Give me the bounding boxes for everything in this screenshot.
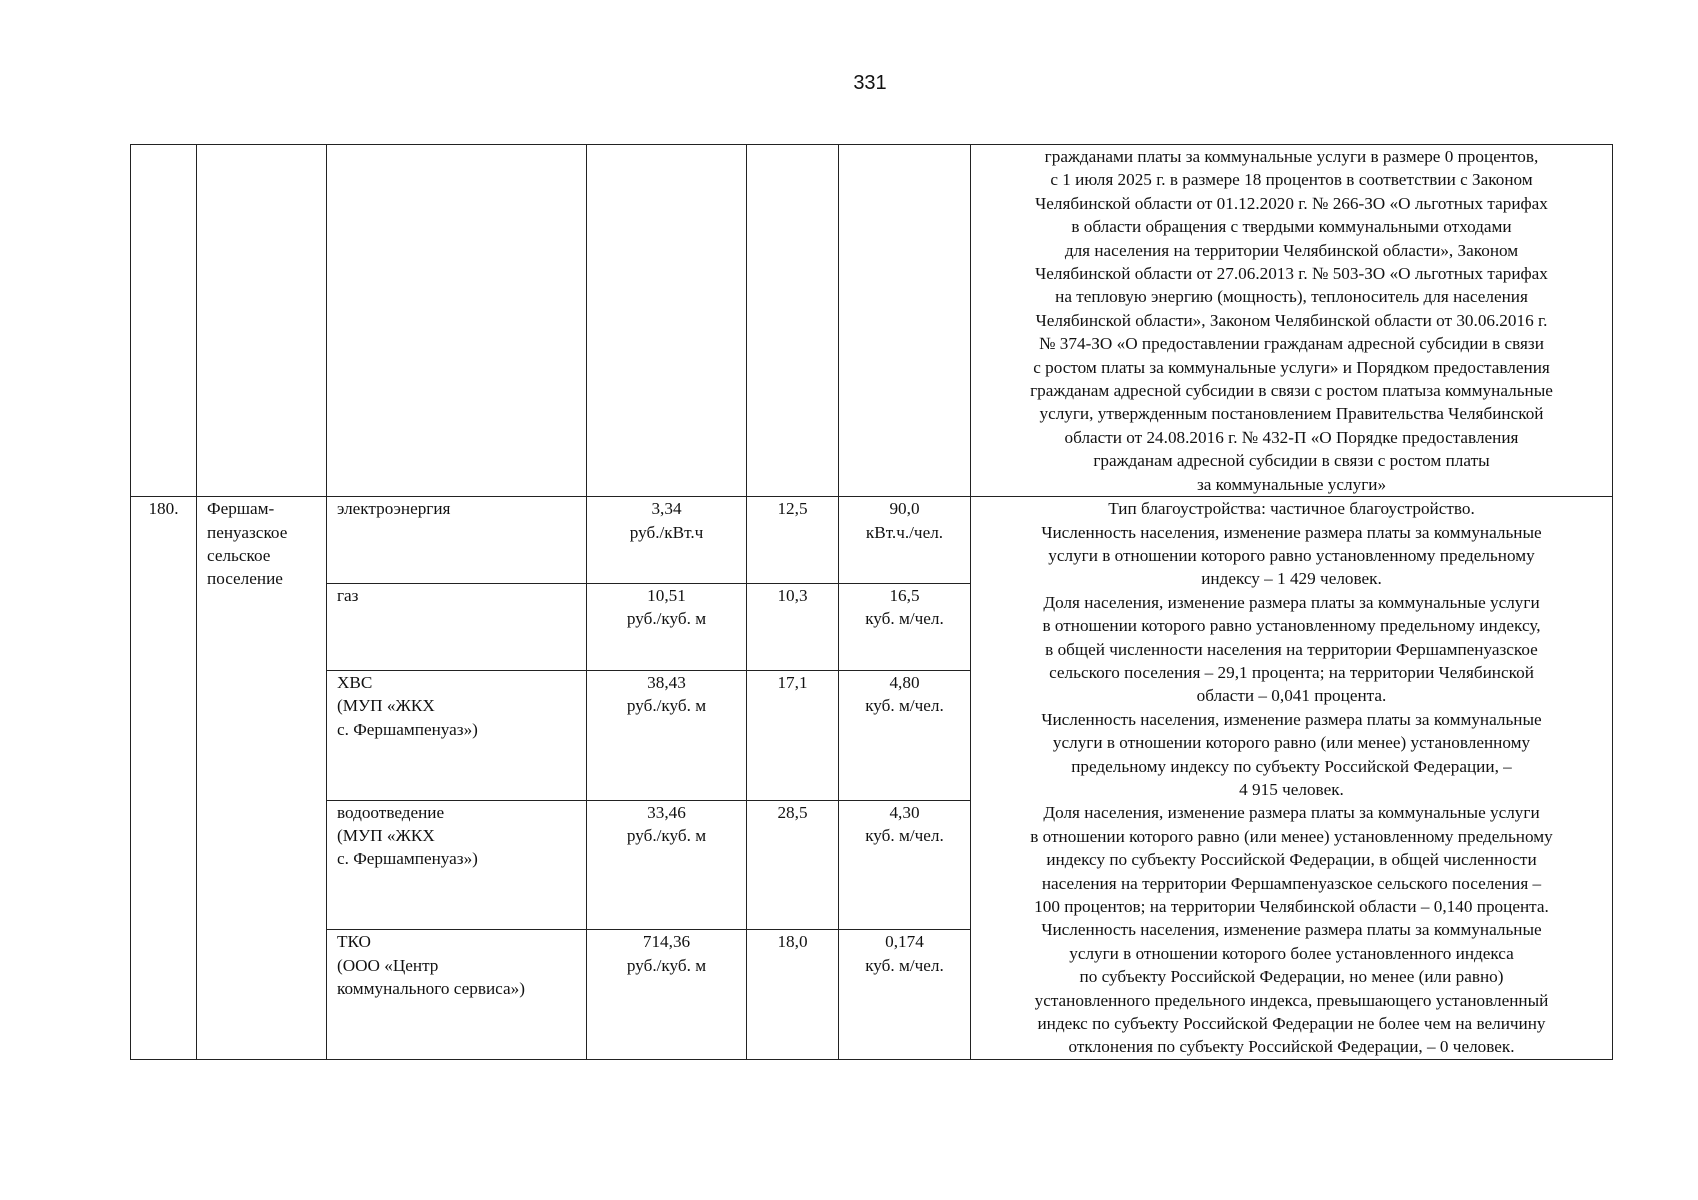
description-line: Численность населения, изменение размера платы за коммунальные [1041,920,1542,940]
service-name-line: (ООО «Центр [337,955,439,975]
service-name [327,800,587,930]
description-line: Доля населения, изменение размера платы за коммунальные услуги [1043,592,1540,612]
service-percent [747,800,839,930]
description-line: предельному индексу по субъекту Российской Федерации, – [1071,756,1512,776]
service-name-line: коммунального сервиса») [337,979,525,999]
description-line: для населения на территории Челябинской области», Законом [1064,240,1519,260]
service-percent [747,671,839,801]
service-tariff [587,930,747,1060]
municipality-line: пенуазское [207,522,288,542]
service-tariff [587,584,747,671]
cell-empty [131,145,197,497]
service-norm [839,497,971,584]
norm-line: куб. м/чел. [865,696,944,716]
tariff-line: 10,51 [647,586,686,606]
description-line: гражданам адресной субсидии в связи с ростом платы [1093,451,1490,471]
description-line: гражданами платы за коммунальные услуги в размере 0 процентов, [1044,147,1539,166]
service-norm [839,671,971,801]
municipality-line: поселение [207,569,283,589]
tariff-line: руб./куб. м [626,609,707,629]
description-line: по субъекту Российской Федерации, но менее (или равно) [1079,967,1504,987]
page-number: 331 [853,72,887,94]
percent-value: 12,5 [777,499,808,519]
description-line: услуги, утвержденным постановлением Правительства Челябинской [1039,404,1544,424]
service-name-line: ХВС [337,673,373,693]
description-line: гражданам адресной субсидии в связи с ростом платыза коммунальные [1030,381,1553,401]
service-tariff [587,671,747,801]
description-line: Тип благоустройства: частичное благоустройство. [1108,499,1475,519]
norm-line: 0,174 [885,932,924,952]
service-percent [747,497,839,584]
tariff-line: 3,34 [651,499,682,519]
description-line: в отношении которого равно установленному предельному индексу, [1042,616,1541,636]
service-percent [747,930,839,1060]
service-name [327,930,587,1060]
description-line: населения на территории Фершампенуазское сельского поселения – [1041,873,1542,893]
cell-empty [587,145,747,497]
service-tariff [587,497,747,584]
percent-value: 18,0 [777,932,808,952]
service-name-line: с. Фершампенуаз») [337,719,478,739]
row-number-text: 180. [148,499,179,519]
description-line: отклонения по субъекту Российской Федерации, – 0 человек. [1068,1037,1515,1057]
cell-empty [747,145,839,497]
description-line: индекс по субъекту Российской Федерации не более чем на величину [1037,1014,1546,1034]
description-line: № 374-ЗО «О предоставлении гражданам адресной субсидии в связи [1039,334,1544,354]
service-name [327,497,587,584]
service-row [131,497,1613,584]
description-line: за коммунальные услуги» [1196,474,1387,494]
tariff-line: руб./куб. м [626,826,707,846]
norm-line: 16,5 [889,586,920,606]
description-line: услуги в отношении которого более установленного индекса [1069,943,1514,963]
norm-line: куб. м/чел. [865,955,944,975]
tariff-line: 714,36 [642,932,691,952]
description-line: в области обращения с твердыми коммунальными отходами [1071,217,1512,237]
norm-line: кВт.ч./чел. [865,522,944,542]
service-name-line: с. Фершампенуаз») [337,849,478,869]
service-percent [747,584,839,671]
description-line: в общей численности населения на территории Фершампенуазское [1045,639,1538,659]
description-line: Челябинской области от 01.12.2020 г. № 266-ЗО «О льготных тарифах [1035,193,1548,213]
row-description [971,497,1613,1060]
description-line: услуги в отношении которого равно установленному предельному [1048,545,1535,565]
service-name-line: ТКО [337,932,371,952]
tariff-line: руб./куб. м [626,955,707,975]
tariff-table [130,144,1613,1060]
tariff-line: руб./куб. м [626,696,707,716]
service-norm [839,800,971,930]
norm-line: 4,80 [889,673,920,693]
norm-line: 4,30 [889,802,920,822]
description-line: услуги в отношении которого равно (или менее) установленному [1052,733,1531,753]
service-name-line: газ [337,586,359,606]
table-row-previous [131,145,1613,497]
service-name [327,584,587,671]
description-line: Доля населения, изменение размера платы за коммунальные услуги [1043,803,1540,823]
description-line: 100 процентов; на территории Челябинской области – 0,140 процента. [1034,897,1549,916]
service-name-line: (МУП «ЖКХ [337,826,435,846]
row-number [131,497,197,1060]
description-line: Численность населения, изменение размера платы за коммунальные [1041,709,1542,729]
percent-value: 10,3 [777,586,808,606]
cell-empty [839,145,971,497]
service-norm [839,930,971,1060]
service-norm [839,584,971,671]
norm-line: куб. м/чел. [865,609,944,629]
norm-line: куб. м/чел. [865,826,944,846]
description-line: сельского поселения – 29,1 процента; на территории Челябинской [1049,662,1534,682]
service-name [327,671,587,801]
norm-line: 90,0 [889,499,920,519]
table-body [131,145,1613,1060]
description-line: с ростом платы за коммунальные услуги» и Порядком предоставления [1033,357,1550,377]
description-line: Численность населения, изменение размера платы за коммунальные [1041,522,1542,542]
municipality-name [197,497,327,1060]
cell-empty [197,145,327,497]
description-line: Челябинской области», Законом Челябинской области от 30.06.2016 г. [1035,310,1548,330]
description-line: в отношении которого равно (или менее) установленному предельному [1030,826,1553,846]
tariff-line: 33,46 [647,802,686,822]
service-tariff [587,800,747,930]
description-line: индексу по субъекту Российской Федерации, в общей численности [1046,850,1537,870]
description-line: области – 0,041 процента. [1196,686,1387,706]
cell-empty [327,145,587,497]
previous-row-description [971,145,1613,497]
municipality-line: Фершам- [207,499,275,519]
service-name-line: электроэнергия [337,499,451,519]
service-name-line: (МУП «ЖКХ [337,696,435,716]
percent-value: 17,1 [777,673,808,693]
tariff-line: 38,43 [647,673,686,693]
description-line: Челябинской области от 27.06.2013 г. № 503-ЗО «О льготных тарифах [1035,264,1548,284]
description-line: области от 24.08.2016 г. № 432-П «О Порядке предоставления [1064,427,1519,447]
municipality-line: сельское [207,545,271,565]
description-line: с 1 июля 2025 г. в размере 18 процентов в соответствии с Законом [1050,170,1533,190]
description-line: 4 915 человек. [1239,779,1344,799]
tariff-line: руб./кВт.ч [629,522,704,542]
service-name-line: водоотведение [337,802,445,822]
description-line: установленного предельного индекса, превышающего установленный [1034,990,1549,1010]
description-line: индексу – 1 429 человек. [1201,569,1382,589]
percent-value: 28,5 [777,802,808,822]
description-line: на тепловую энергию (мощность), теплоноситель для населения [1055,287,1528,307]
